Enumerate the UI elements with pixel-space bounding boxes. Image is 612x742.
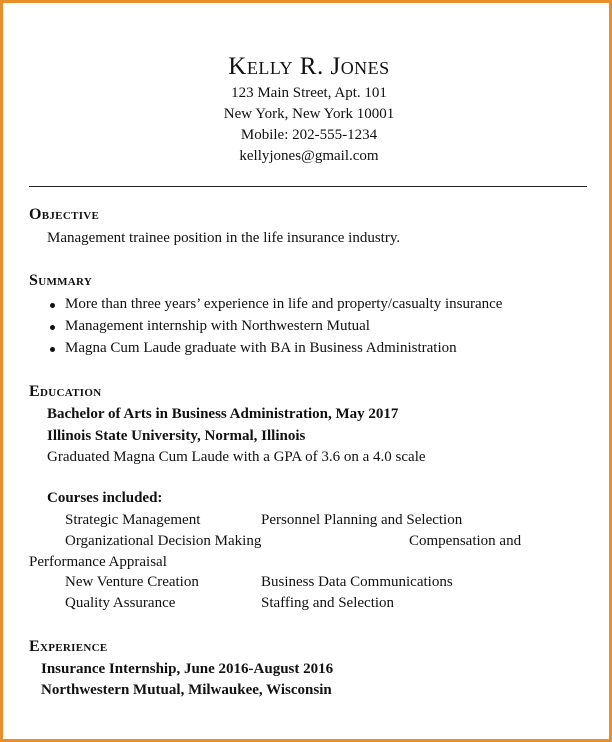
courses-label: Courses included: [47,490,163,506]
job-title: Insurance Internship, June 2016-August 2016 [41,661,334,677]
honors: Graduated Magna Cum Laude with a GPA of 3.6 on a 4.0 scale [47,449,426,465]
bullet-icon [50,347,55,352]
education-heading: Education [29,383,102,400]
address-line-2: New York, New York 10001 [223,106,395,122]
summary-item: Management internship with Northwestern Mutual [65,318,370,334]
course-item: Personnel Planning and Selection [261,512,463,528]
header-divider [29,186,587,187]
candidate-name: Kelly R. Jones [228,53,390,80]
course-item: Quality Assurance [65,595,176,611]
degree: Bachelor of Arts in Business Administration, May 2017 [47,406,399,422]
experience-heading: Experience [29,638,108,655]
bullet-icon [50,303,55,308]
course-item: Organizational Decision Making [65,533,262,549]
course-item: Business Data Communications [261,574,453,590]
objective-text: Management trainee position in the life insurance industry. [47,230,401,246]
email-address: kellyjones@gmail.com [239,148,379,164]
course-item: Compensation and [409,533,522,549]
course-item: Performance Appraisal [29,554,167,570]
course-item: New Venture Creation [65,574,199,590]
summary-item: Magna Cum Laude graduate with BA in Business Administration [65,340,457,356]
mobile-number: Mobile: 202-555-1234 [240,127,378,143]
summary-item: More than three years’ experience in life and property/casualty insurance [65,296,503,312]
employer: Northwestern Mutual, Milwaukee, Wisconsin [41,682,332,698]
objective-heading: Objective [29,206,100,223]
course-item: Staffing and Selection [261,595,395,611]
address-line-1: 123 Main Street, Apt. 101 [231,85,387,101]
course-item: Strategic Management [65,512,201,528]
summary-heading: Summary [29,272,93,289]
bullet-icon [50,325,55,330]
school: Illinois State University, Normal, Illinois [47,428,306,444]
